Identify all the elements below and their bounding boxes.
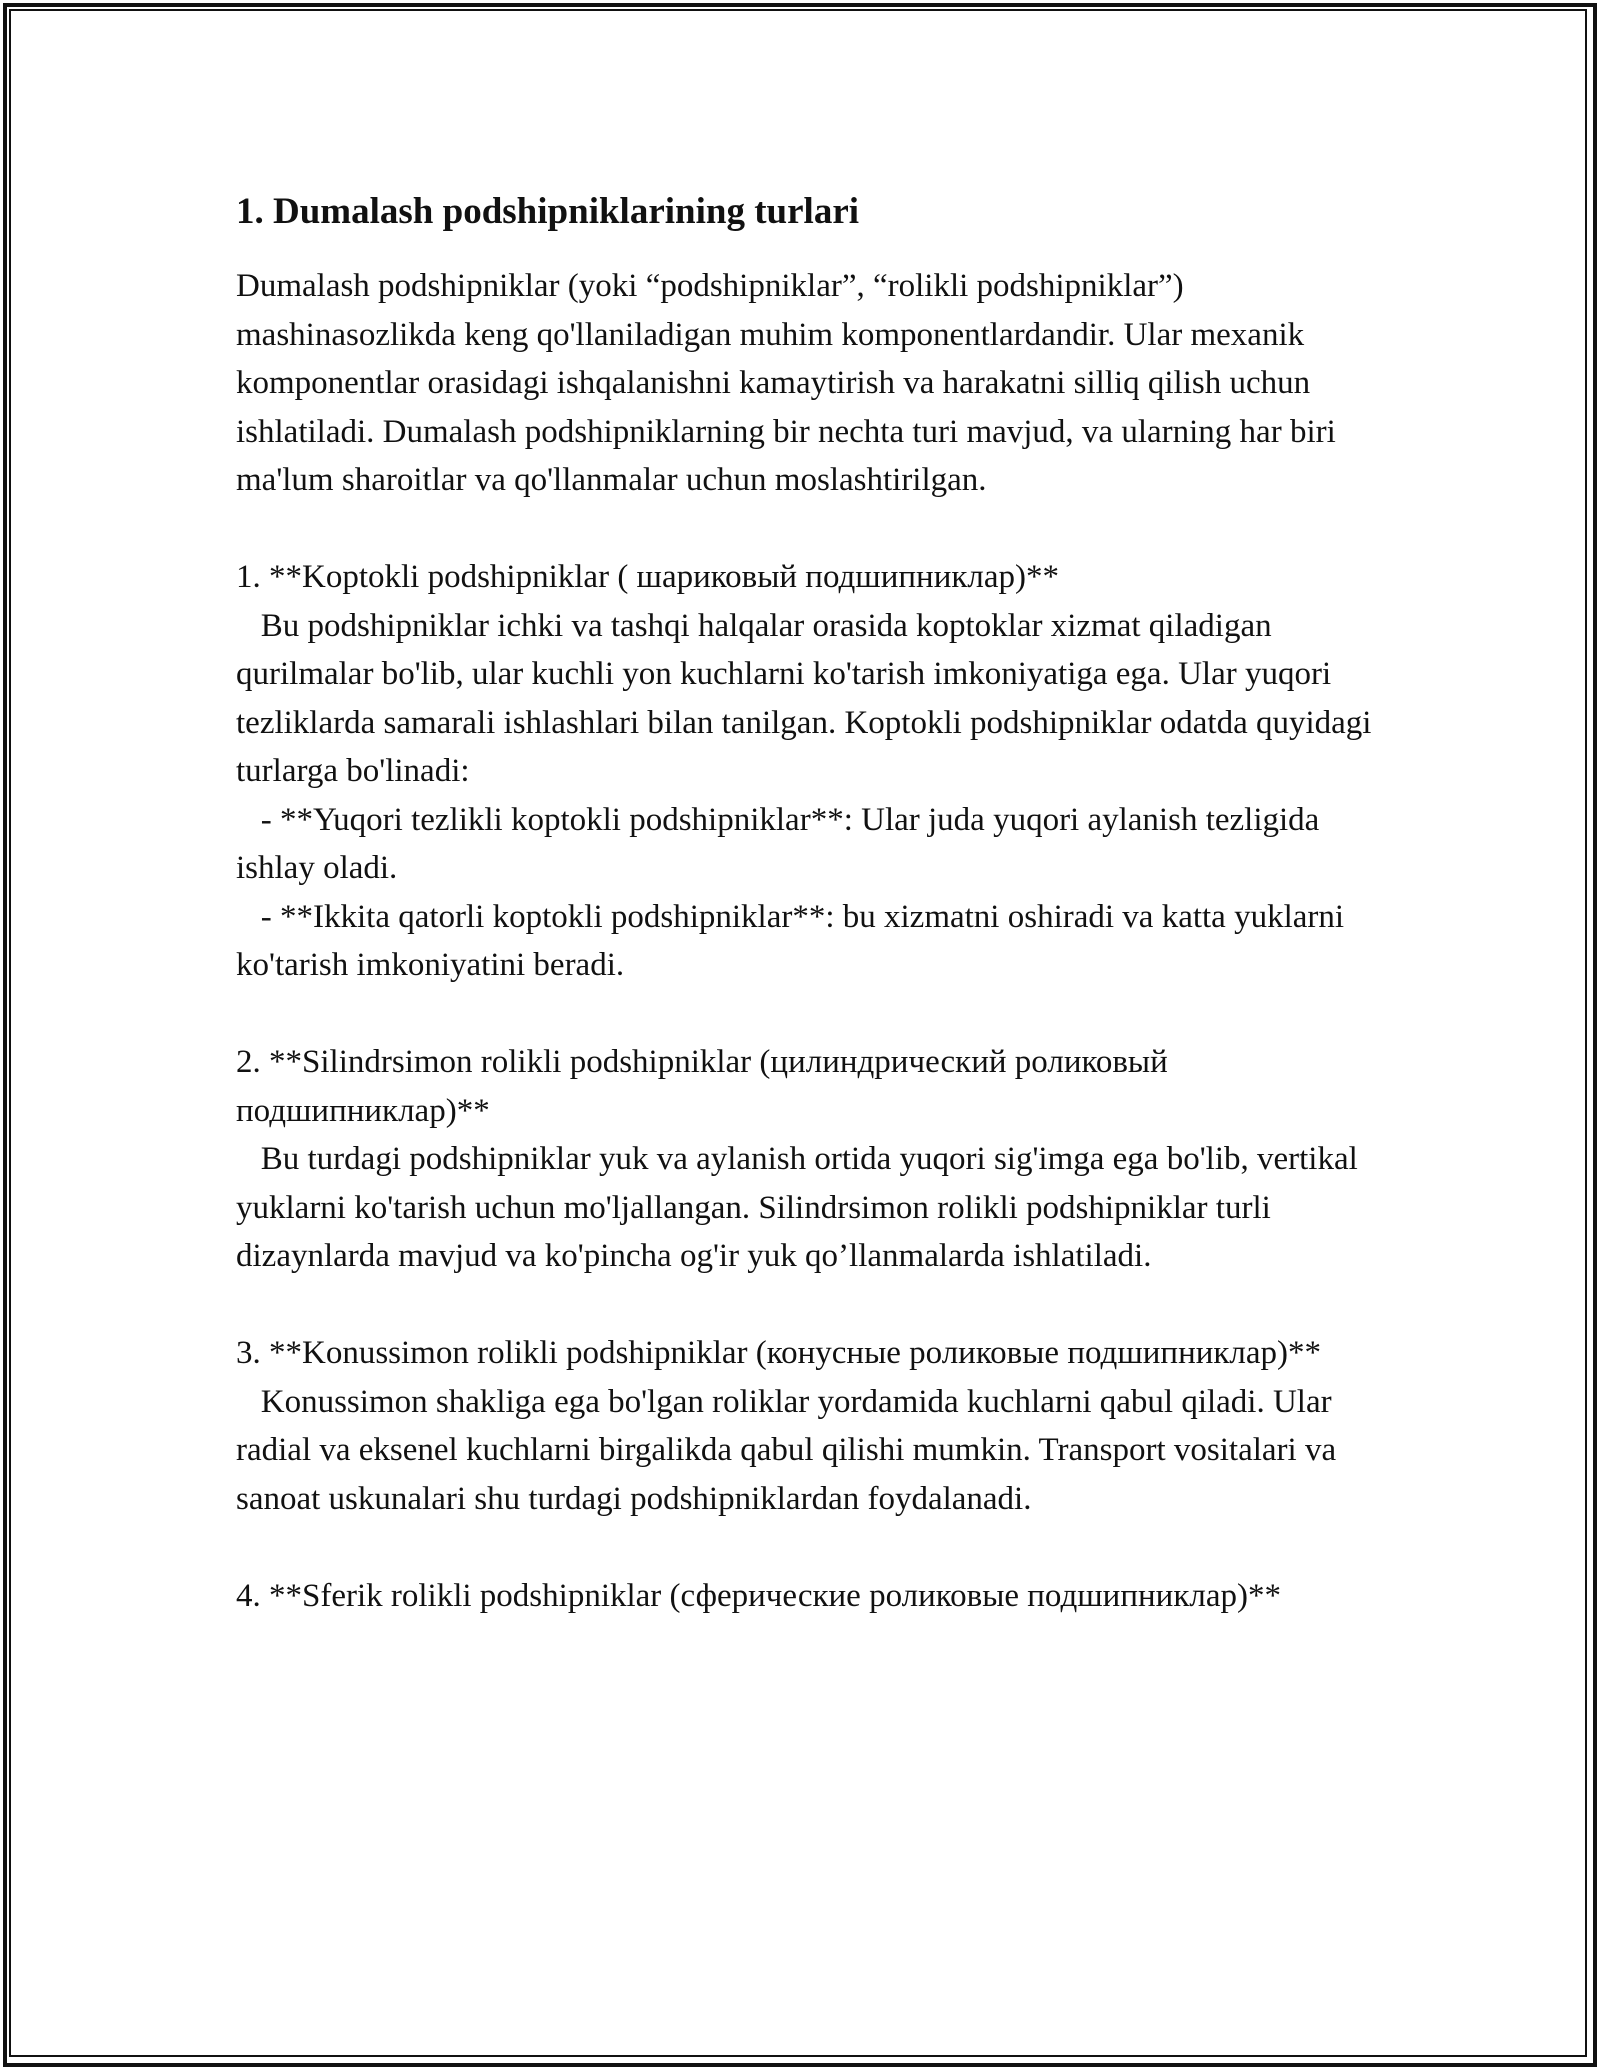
section-heading: 1. Dumalash podshipniklarining turlari bbox=[236, 191, 860, 232]
item-3-title: 3. **Konussimon rolikli podshipniklar (конусные роликовые подшипниклар)** bbox=[236, 1335, 1322, 1371]
item-4-title: 4. **Sferik rolikli podshipniklar (сферические роликовые подшипниклар)** bbox=[236, 1577, 1281, 1614]
paragraph-spacer bbox=[236, 505, 1376, 554]
item-3-body: Konussimon shakliga ega bo'lgan roliklar yordamida kuchlarni qabul qiladi. Ular radial va eksenel kuchlarni birgalikda qabul qilishi mumkin. Transport vositalari va sanoat uskunalari shu turdagi podshipniklardan foydalanadi. bbox=[236, 1383, 1345, 1517]
item-1-subitem-2: - **Ikkita qatorli koptokli podshipniklar**: bu xizmatni oshiradi va katta yuklarni ko'tarish imkoniyatini beradi. bbox=[236, 898, 1353, 983]
item-2-title: 2. **Silindrsimon rolikli podshipniklar (цилиндрический роликовый подшипниклар)** bbox=[236, 1044, 1177, 1129]
item-2-body: Bu turdagi podshipniklar yuk va aylanish ortida yuqori sig'imga ega bo'lib, vertikal yuklarni ko'tarish uchun mo'ljallangan. Silindrsimon rolikli podshipniklar turli dizaynlarda mavjud va ko'pincha og'ir yuk qo’llanmalarda ishlatiladi. bbox=[236, 1141, 1367, 1274]
paragraph-spacer bbox=[236, 1281, 1376, 1330]
document-body bbox=[236, 188, 1380, 1620]
item-1-title: 1. **Koptokli podshipniklar ( шариковый подшипниклар)** bbox=[236, 559, 1059, 595]
paragraph-spacer bbox=[236, 1523, 1376, 1572]
item-1-body: Bu podshipniklar ichki va tashqi halqalar orasida koptoklar xizmat qiladigan qurilmalar bo'lib, ular kuchli yon kuchlarni ko'tarish imkoniyatiga ega. Ular yuqori tezliklarda samarali ishlashlari bilan tanilgan. Koptokli podshipniklar odatda quyidagi turlarga bo'linadi: bbox=[236, 607, 1380, 789]
item-1-subitem-1: - **Yuqori tezlikli koptokli podshipniklar**: Ular juda yuqori aylanish tezligida ishlay oladi. bbox=[236, 801, 1328, 886]
paragraph-spacer bbox=[236, 990, 1376, 1039]
intro-paragraph: Dumalash podshipniklar (yoki “podshipniklar”, “rolikli podshipniklar”) mashinasozlikda keng qo'llaniladigan muhim komponentlardandir. Ular mexanik komponentlar orasidagi ishqalanishni kamaytirish va harakatni silliq qilish uchun ishlatiladi. Dumalash podshipniklarning bir nechta turi mavjud, va ularning har biri ma'lum sharoitlar va qo'llanmalar uchun moslashtirilgan. bbox=[236, 268, 1345, 498]
